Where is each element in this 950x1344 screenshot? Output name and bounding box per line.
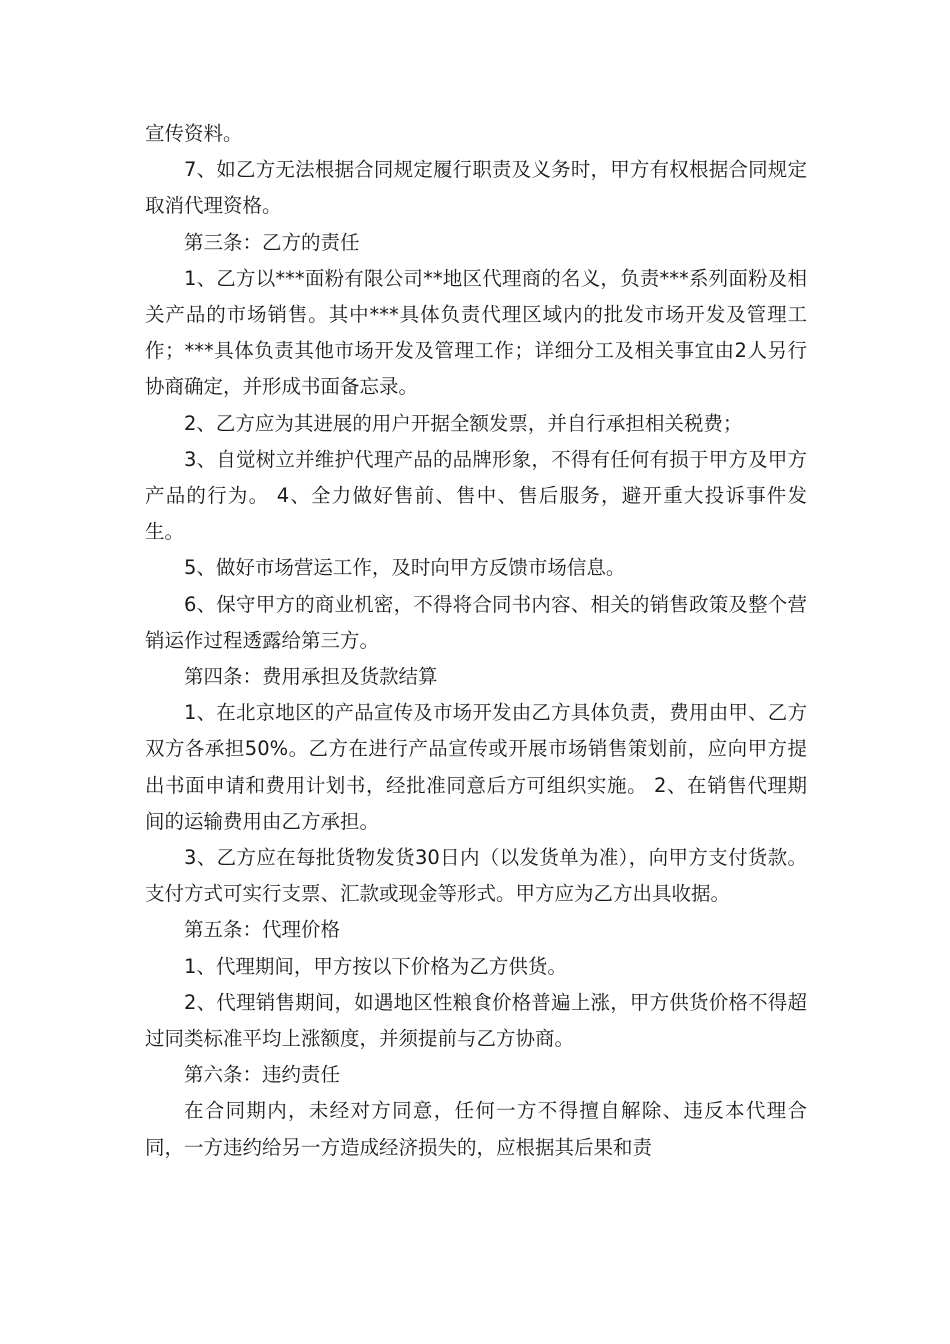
paragraph-article-3-item-1: 1、乙方以***面粉有限公司**地区代理商的名义，负责***系列面粉及相关产品的市场销售。其中***具体负责代理区域内的批发市场开发及管理工作；***具体负责其他市场开发及管理工作；详细分工及相关事宜由2人另行协商确定，并形成书面备忘录。	[145, 266, 807, 399]
paragraph-article-3-item-3-4: 3、自觉树立并维护代理产品的品牌形象，不得有任何有损于甲方及甲方产品的行为。 4、全力做好售前、售中、售后服务，避开重大投诉事件发生。	[145, 447, 807, 544]
section-heading-article-6: 第六条：违约责任	[184, 1063, 341, 1087]
section-heading-article-4: 第四条：费用承担及货款结算	[184, 665, 438, 689]
paragraph-article-3-item-2: 2、乙方应为其进展的用户开据全额发票，并自行承担相关税费；	[184, 411, 743, 435]
paragraph-article-4-item-3: 3、乙方应在每批货物发货30日内（以发货单为准），向甲方支付货款。支付方式可实行支票、汇款或现金等形式。甲方应为乙方出具收据。	[145, 846, 807, 906]
paragraph-article-6-body: 在合同期内，未经对方同意，任何一方不得擅自解除、违反本代理合同，一方违约给另一方造成经济损失的，应根据其后果和责	[145, 1099, 807, 1159]
paragraph-article-3-item-6: 6、保守甲方的商业机密，不得将合同书内容、相关的销售政策及整个营销运作过程透露给第三方。	[145, 592, 807, 652]
paragraph-article-3-item-5: 5、做好市场营运工作，及时向甲方反馈市场信息。	[184, 556, 626, 580]
paragraph-article-4-item-1-2: 1、在北京地区的产品宣传及市场开发由乙方具体负责，费用由甲、乙方双方各承担50%。乙方在进行产品宣传或开展市场销售策划前，应向甲方提出书面申请和费用计划书，经批准同意后方可组织实施。 2、在销售代理期间的运输费用由乙方承担。	[145, 701, 807, 833]
paragraph-clause-2-item-7: 7、如乙方无法根据合同规定履行职责及义务时，甲方有权根据合同规定取消代理资格。	[145, 158, 807, 218]
section-heading-article-3: 第三条：乙方的责任	[184, 230, 360, 254]
document-page	[145, 116, 807, 1166]
paragraph-continued: 宣传资料。	[145, 122, 243, 145]
paragraph-article-5-item-1: 1、代理期间，甲方按以下价格为乙方供货。	[184, 954, 567, 978]
paragraph-article-5-item-2: 2、代理销售期间，如遇地区性粮食价格普遍上涨，甲方供货价格不得超过同类标准平均上涨额度，并须提前与乙方协商。	[145, 990, 807, 1051]
section-heading-article-5: 第五条：代理价格	[184, 918, 341, 942]
